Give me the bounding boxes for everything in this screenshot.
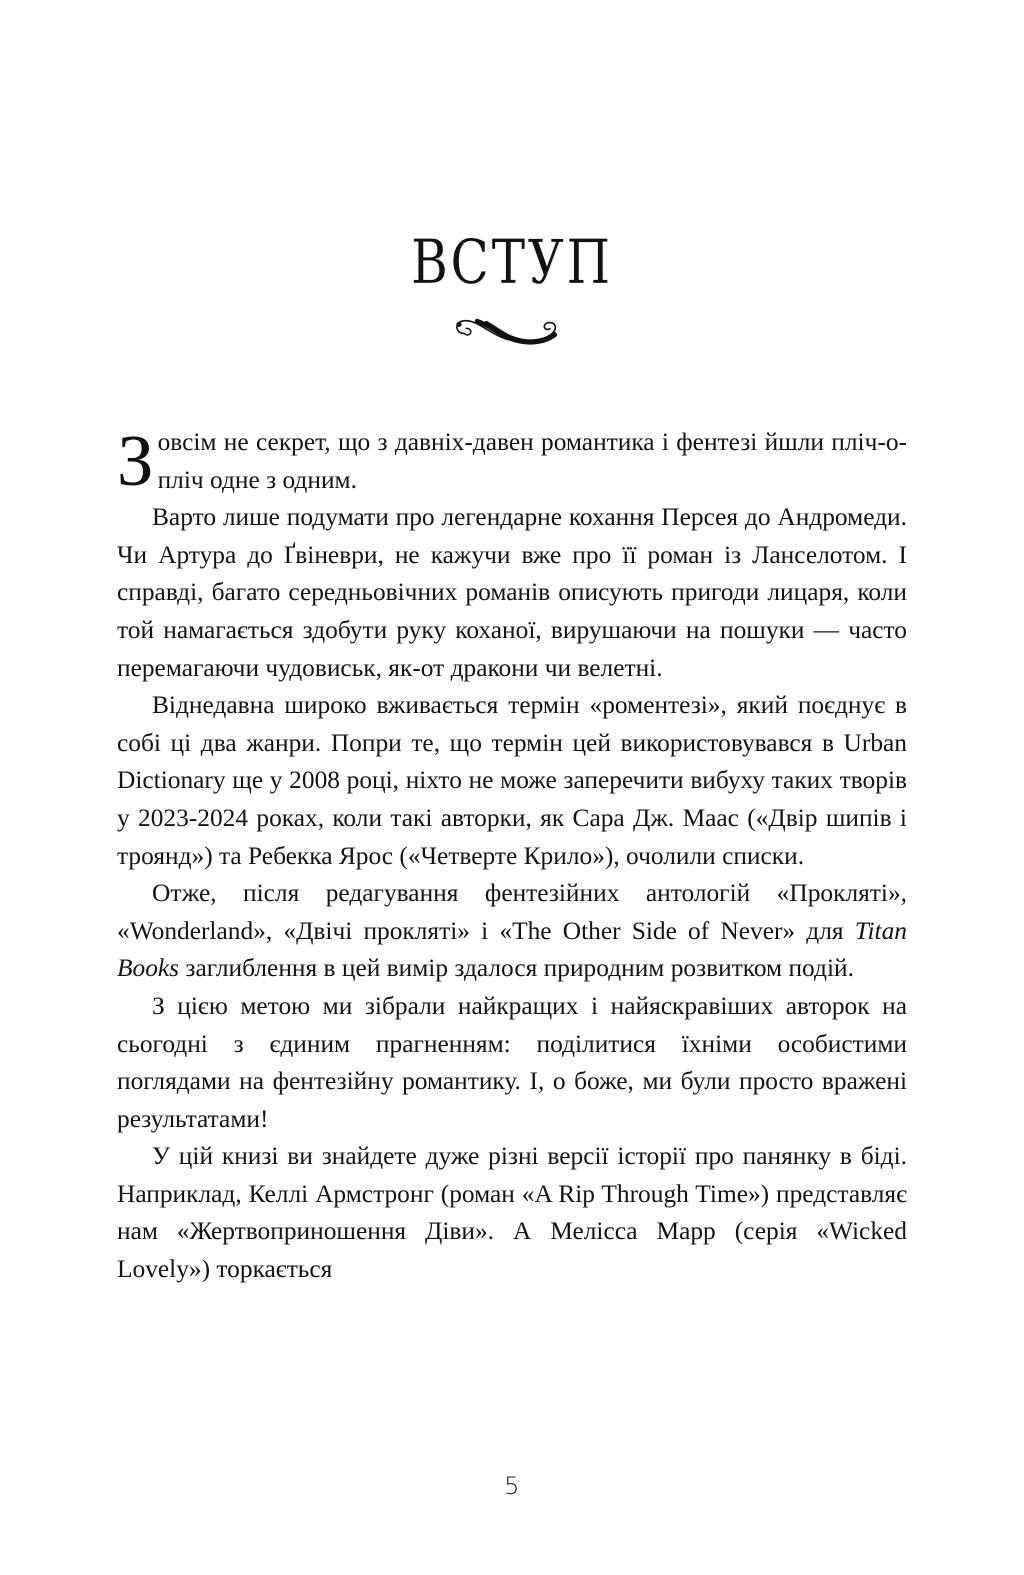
paragraph-4-part-1: Отже, після редагування фентезійних антологій «Прокляті», «Wonderland», «Двічі прокляті» і «The Other Side of Never» для	[117, 879, 907, 945]
page-title: ВСТУП	[411, 227, 613, 298]
paragraph-5: З цією метою ми зібрали найкращих і найяскравіших авторок на сьогодні з єдиним прагненням: поділитися їхніми особистими поглядами на фентезійну романтику. І, о боже, ми були просто вражені результатами!	[117, 991, 907, 1133]
body-text-column	[117, 420, 907, 1289]
paragraph-4	[117, 875, 907, 988]
swash-flourish-ornament	[453, 308, 571, 350]
paragraph-1: Зовсім не секрет, що з давніх-давен романтика і фентезі йшли пліч-о-пліч одне з одним.	[117, 420, 907, 501]
paragraph-2: Варто лише подумати про легендарне кохання Персея до Андромеди. Чи Артура до Ґвіневри, не кажучи вже про її роман із Ланселотом. І справді, багато середньовічних романів описують пригоди лицаря, коли той намагається здобути руку коханої, вирушаючи на пошуки — часто перемагаючи чудовиськ, як-от дракони чи велетні.	[117, 503, 907, 682]
titan-books-citation: Titan Books	[117, 916, 907, 983]
paragraph-3: Віднедавна широко вживається термін «роментезі», який поєднує в собі ці два жанри. Попри те, що термін цей використовувався в Urban Dictionary ще у 2008 році, ніхто не може заперечити вибуху таких творів у 2023-2024 роках, коли такі авторки, як Сара Дж. Маас («Двір шипів і троянд») та Ребекка Ярос («Четверте Крило»), очолили списки.	[117, 691, 907, 870]
paragraph-6: У цій книзі ви знайдете дуже різні версії історії про панянку в біді. Наприклад, Келлі Армстронг (роман «A Rip Through Time») представляє нам «Жертвоприношення Діви». А Мелісса Марр (серія «Wicked Lovely») торкається	[117, 1142, 907, 1284]
chapter-header	[0, 227, 1024, 350]
paragraph-4-part-2: заглиблення в цей вимір здалося природним розвитком подій.	[179, 954, 854, 983]
page-number: 5	[504, 1472, 520, 1500]
